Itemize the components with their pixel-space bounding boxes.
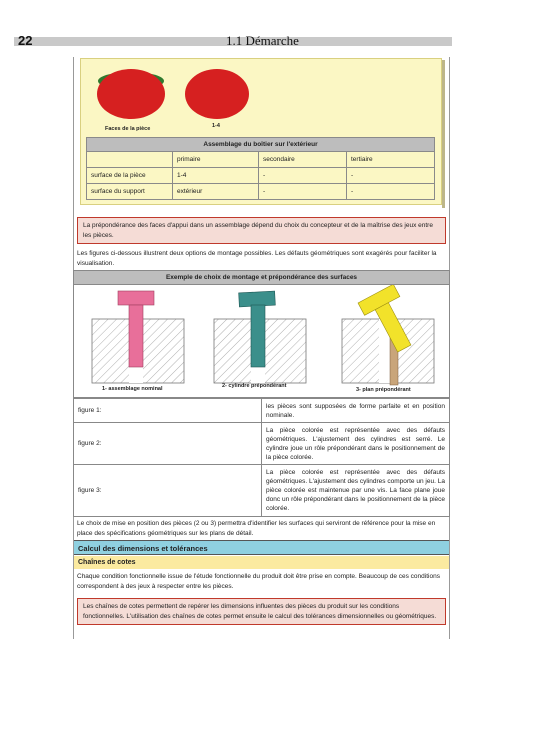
assembly-table [86, 137, 435, 200]
face-1-disc [97, 69, 165, 119]
figure-3-drawing [342, 285, 434, 385]
page-title: 1.1 Démarche [226, 33, 299, 48]
table-row: figure 3: La pièce colorée est représentée avec des défauts géométriques. L'ajustement des cylindres comporte un jeu. La pièce colorée est maintenue par une vis. La face plane joue donc un rôle prépondérant dans le positionnement de la pièce colorée. [74, 465, 450, 517]
note-box-2: Les chaînes de cotes permettent de repérer les dimensions influentes des pièces du produit sur les conditions fonctionnelles. L'utilisation des chaînes de cotes permet ensuite le calcul des tolérances dimensionnelles ou géométriques. [77, 598, 446, 625]
faces-caption: Faces de la pièce [105, 126, 151, 132]
figure-1-caption: 1- assemblage nominal [102, 386, 163, 392]
figure-2-caption: 2- cylindre prépondérant [222, 383, 287, 389]
table-row: figure 1: les pièces sont supposées de forme parfaite et en position nominale. [74, 399, 450, 423]
fig2-head [239, 291, 276, 307]
fig1-shaft [129, 305, 143, 367]
faces-illustration [95, 68, 255, 124]
assembly-table-title: Assemblage du boîtier sur l'extérieur [87, 138, 435, 152]
panel-shadow [442, 60, 445, 208]
table-row: figure 2: La pièce colorée est représentée avec des défauts géométriques. L'ajustement des cylindres est serré. Le cylindre joue un rôle prépondérant dans le positionnement de la pièce colorée. [74, 423, 450, 465]
fig2-shaft [251, 305, 265, 367]
figure-title: Exemple de choix de montage et prépondérance des surfaces [74, 271, 449, 285]
paragraph-reference: Le choix de mise en position des pièces (2 ou 3) permettra d'identifier les surfaces qui serviront de référence pour la mise en place des spécifications géométriques sur les plans de détail. [77, 520, 436, 537]
figure-2-drawing [214, 291, 306, 383]
figure-panel [73, 270, 450, 398]
page-number: 22 [18, 33, 33, 48]
fig1-head [118, 291, 154, 305]
figure-table [73, 398, 450, 517]
figure-drawings [74, 285, 449, 397]
faces-caption-right: 1-4 [212, 123, 220, 129]
paragraph-conditions: Chaque condition fonctionnelle issue de l'étude fonctionnelle du produit doit être prise en compte. Beaucoup de ces conditions correspondent à des jeux à respecter entre les pièces. [77, 573, 440, 590]
figure-3-caption: 3- plan prépondérant [356, 387, 411, 393]
section-heading-calcul: Calcul des dimensions et tolérances [74, 540, 449, 555]
table-row: primaire secondaire tertiaire [87, 152, 435, 168]
face-1-4-disc [185, 69, 249, 119]
section-heading-chaines: Chaînes de cotes [74, 556, 449, 569]
paragraph-intro: Les figures ci-dessous illustrent deux options de montage possibles. Les défauts géométriques sont exagérés pour faciliter la visualisation. [77, 250, 437, 267]
note-box-1: La prépondérance des faces d'appui dans un assemblage dépend du choix du concepteur et de la maîtrise des jeux entre les pièces. [77, 217, 446, 244]
table-row: surface de la pièce 1-4 - - [87, 168, 435, 184]
table-row: surface du support extérieur - - [87, 184, 435, 200]
figure-1-drawing [92, 291, 184, 383]
